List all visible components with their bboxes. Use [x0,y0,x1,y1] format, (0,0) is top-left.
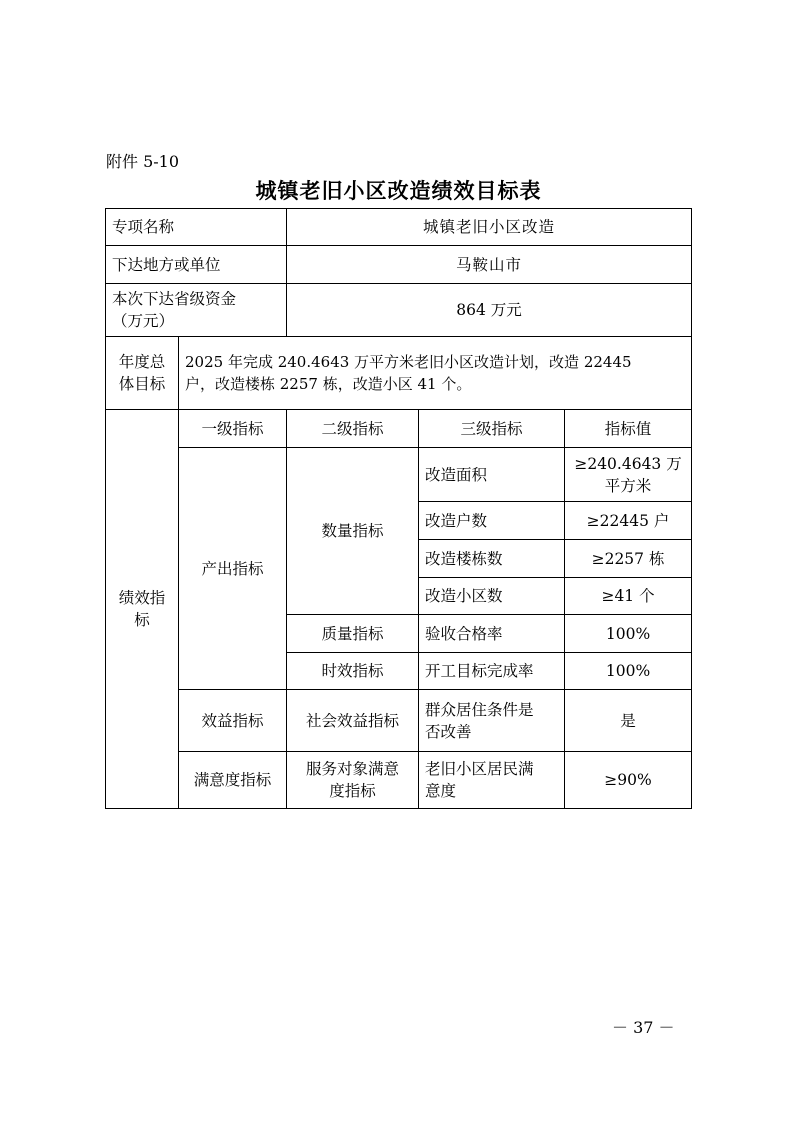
service-satisfaction-line2: 度指标 [329,782,376,800]
social-benefit-indicator: 社会效益指标 [287,690,419,752]
issuing-unit-value: 马鞍山市 [287,246,692,284]
annual-goal-label-line2: 体目标 [118,375,166,393]
living-condition-name [419,690,565,752]
funds-label-line1: 本次下达省级资金 [112,290,237,308]
issuing-unit-label: 下达地方或单位 [106,246,287,284]
attachment-label: 附件 5-10 [106,152,180,171]
page-number: － 37 － [612,1018,675,1037]
output-indicator: 产出指标 [179,448,287,690]
performance-label-line2: 标 [134,611,150,629]
header-level1: 一级指标 [179,410,287,448]
resident-satisfaction-name-line1: 老旧小区居民满 [425,760,534,778]
communities-name: 改造小区数 [419,578,565,615]
buildings-value: ≥2257 栋 [565,540,692,578]
renovation-area-value-line1: ≥240.4643 万 [574,454,682,473]
resident-satisfaction-name [419,752,565,809]
project-name-label: 专项名称 [106,209,287,246]
satisfaction-indicator: 满意度指标 [179,752,287,809]
funds-value: 864 万元 [287,284,692,337]
start-completion-rate-name: 开工目标完成率 [419,653,565,690]
resident-satisfaction-name-line2: 意度 [425,782,457,800]
living-condition-name-line1: 群众居住条件是 [425,700,534,719]
annual-goal-text [179,337,692,410]
acceptance-rate-value: 100% [565,615,692,653]
performance-target-table [105,208,692,809]
living-condition-value: 是 [565,690,692,752]
start-completion-rate-value: 100% [565,653,692,690]
renovation-area-value-line2: 平方米 [604,476,652,495]
living-condition-name-line2: 否改善 [425,722,472,741]
households-name: 改造户数 [419,502,565,540]
households-value: ≥22445 户 [565,502,692,540]
document-title: 城镇老旧小区改造绩效目标表 [255,178,542,203]
annual-goal-label [106,337,179,410]
header-value: 指标值 [565,410,692,448]
funds-label-line2: （万元） [112,312,175,330]
buildings-name: 改造楼栋数 [419,540,565,578]
annual-goal-line2: 户，改造楼栋 2257 栋，改造小区 41 个。 [185,375,472,393]
header-level3: 三级指标 [419,410,565,448]
annual-goal-line1: 2025 年完成 240.4643 万平方米老旧小区改造计划，改造 22445 [185,353,632,371]
service-satisfaction-indicator [287,752,419,809]
quality-indicator: 质量指标 [287,615,419,653]
acceptance-rate-name: 验收合格率 [419,615,565,653]
quantity-indicator: 数量指标 [287,448,419,615]
annual-goal-label-line1: 年度总 [118,353,166,371]
service-satisfaction-line1: 服务对象满意 [306,760,400,778]
timeliness-indicator: 时效指标 [287,653,419,690]
header-level2: 二级指标 [287,410,419,448]
performance-label-line1: 绩效指 [118,589,166,607]
communities-value: ≥41 个 [565,578,692,615]
performance-label [106,410,179,809]
renovation-area-name: 改造面积 [419,448,565,502]
resident-satisfaction-value: ≥90% [565,752,692,809]
funds-label [106,284,287,337]
benefit-indicator: 效益指标 [179,690,287,752]
project-name-value: 城镇老旧小区改造 [287,209,692,246]
renovation-area-value [565,448,692,502]
